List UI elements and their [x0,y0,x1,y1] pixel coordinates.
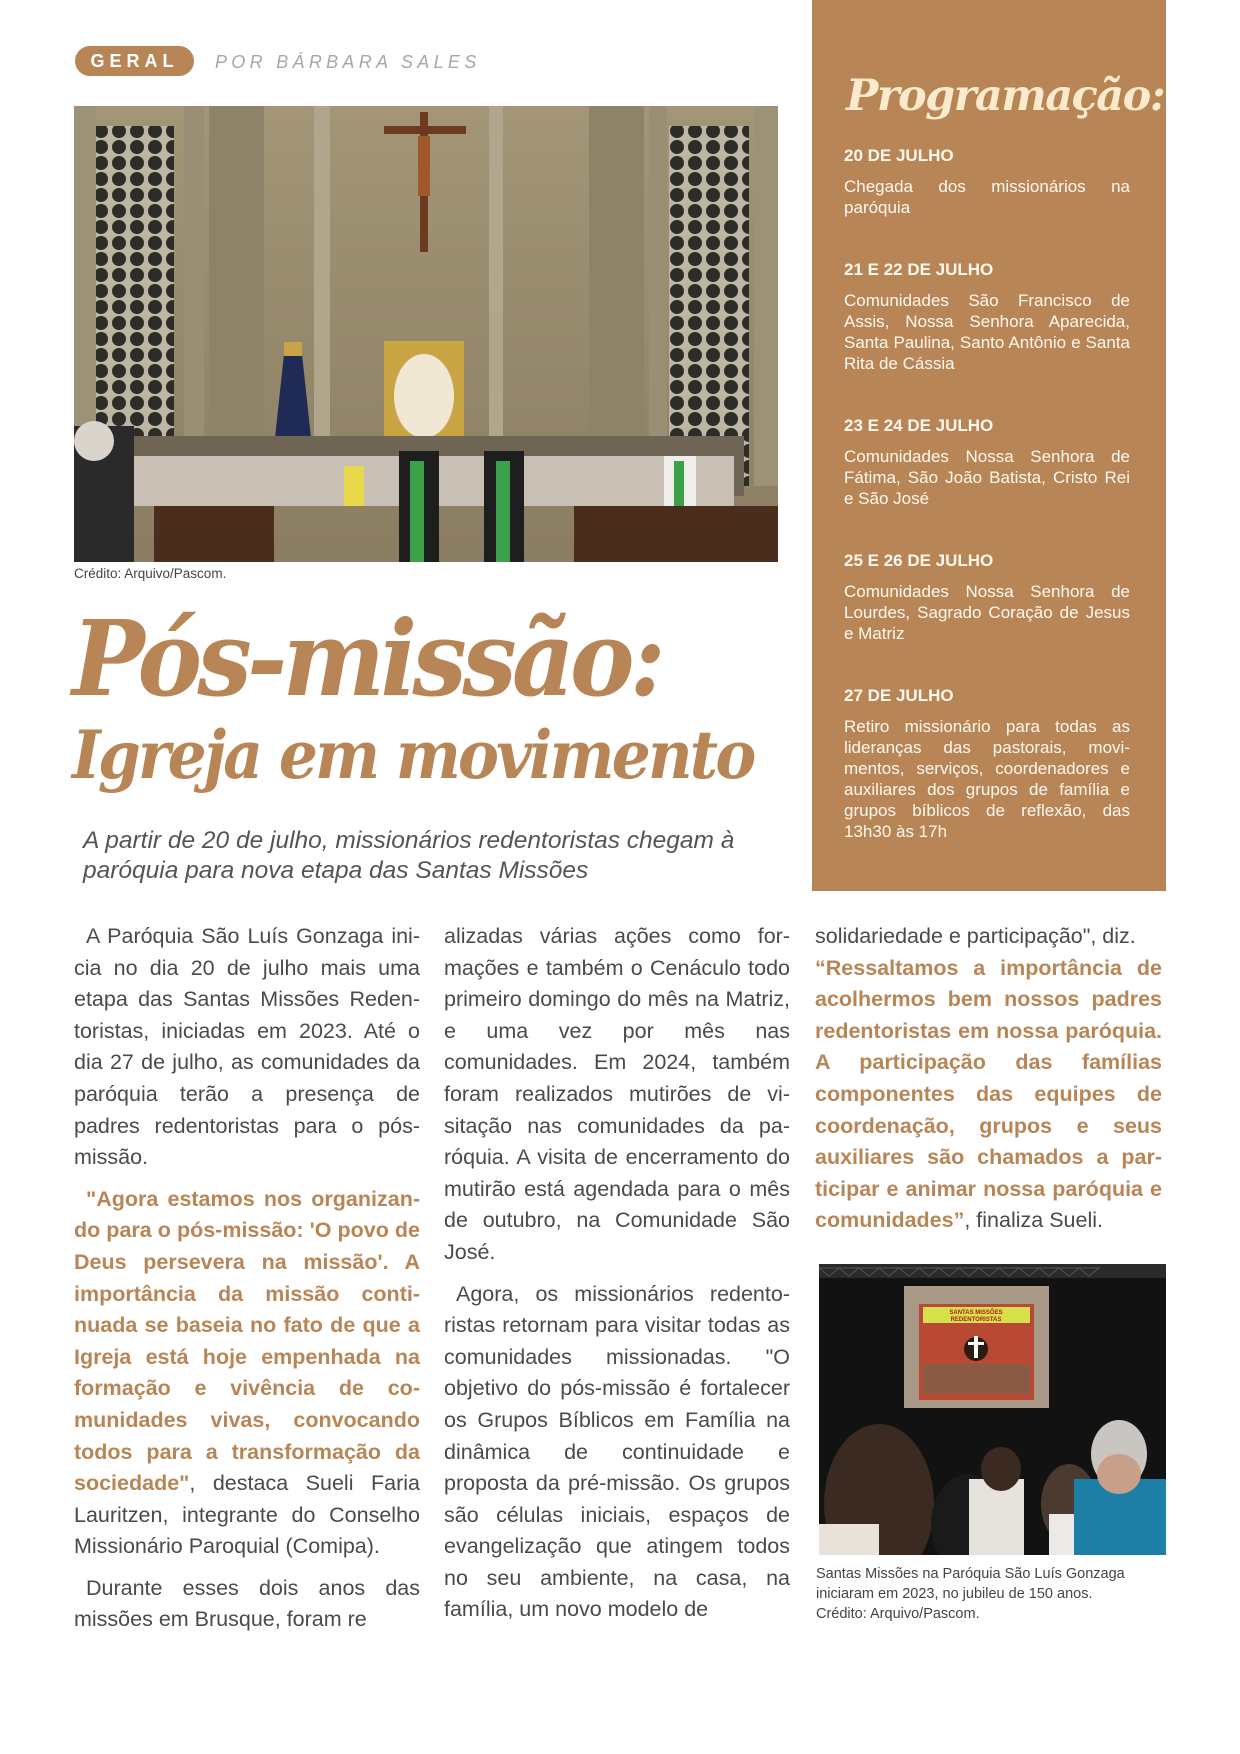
pew-left [154,506,274,562]
paragraph: solidariedade e participação", diz. [815,924,1136,948]
projection-audience-photo [819,1264,1166,1555]
paragraph: A Paróquia São Luís Gonzaga inicia no dia 20 de julho mais uma etapa das Santas Missões Redentoristas, iniciadas em 2023. Até o dia 27 de julho, as comunidades da paróquia terão a presença de padres redentoristas para o pós-missão. [74,924,420,1170]
program-item [844,146,1130,218]
church-group-photo [74,106,778,562]
caption-text: Santas Missões na Paróquia São Luís Gonzaga iniciaram em 2023, no jubileu de 150 anos. [816,1566,1125,1602]
section-tag: GERAL [75,46,194,76]
program-date: 20 DE JULHO [844,146,954,165]
program-item [844,260,1130,374]
programacao-title: Programação: [846,71,1165,121]
program-desc: Retiro missionário para todas as lideranças das pastorais, movimentos, serviços, coordenadores e auxiliares dos grupos de família e grupos bíblicos de reflexão, das 13h30 às 17h [844,717,1130,841]
paragraph-quote [815,953,1162,1237]
programacao-panel [812,0,1166,891]
quote-text: "Agora estamos nos organizando para o pós-missão: 'O povo de Deus persevera na missão'. A importância da missão continuada se baseia no fato de que a Igreja está hoje empenhada na formação e vivência de comunidades vivas, convocando todos para a transformação da sociedade" [74,1186,420,1496]
program-date: 27 DE JULHO [844,686,954,705]
screen-text-line2: REDENTORISTAS [950,1317,1002,1323]
caption-credit: Crédito: Arquivo/Pascom. [816,1606,980,1622]
paragraph: Agora, os missionários redentoristas retornam para visitar todas as comunidades missionadas. "O objetivo do pós-missão é fortalecer os Grupos Bíblicos em Família na dinâmica de continuidade e proposta da pré-missão. Os grupos são células iniciais, espaços de evangelização que atingem todos no seu ambiente, na casa, na família, um novo modelo de [444,1281,790,1622]
article-column-2 [444,921,790,1636]
headline-line2: Igreja em movimento [72,716,754,794]
program-item [844,686,1130,842]
program-desc: Comunidades Nossa Senhora de Lourdes, Sagrado Coração de Jesus e Matriz [844,582,1130,643]
second-photo [819,1264,1166,1555]
screen-text-line1: SANTAS MISSÕES [949,1310,1003,1316]
program-date: 25 E 26 DE JULHO [844,551,994,570]
program-item [844,551,1130,644]
lattice-wall-right [669,126,749,486]
main-photo-credit: Crédito: Arquivo/Pascom. [74,566,227,581]
second-photo-caption [816,1564,1168,1624]
quote-attribution: , destaca Sueli Faria Lauritzen, integrante do Conselho Missionário Paroquial (Comipa). [74,1471,420,1559]
program-item [844,416,1130,509]
program-date: 21 E 22 DE JULHO [844,260,994,279]
program-desc: Comunidades São Francisco de Assis, Nossa Senhora Aparecida, Santa Paulina, Santo Antônio e Santa Rita de Cássia [844,291,1130,373]
truss [819,1264,1166,1278]
paragraph: Durante esses dois anos das missões em Brusque, foram re [74,1575,420,1632]
program-desc: Chegada dos missionários na paróquia [844,177,1130,217]
article-column-1 [74,921,420,1646]
quote-text: “Ressaltamos a importância de acolhermos bem nossos padres redentoristas em nossa paróquia. A participação das famílias componentes das equipes de coordenação, grupos e seus auxiliares são chamados a participar e animar nossa paróquia e comunidades” [815,955,1162,1233]
paragraph: alizadas várias ações como formações e também o Cenáculo todo primeiro domingo do mês na Matriz, e uma vez por mês nas comunidades. Em 2024, também foram realizados mutirões de visitação nas comunidades da paróquia. A visita de encerramento do mutirão está agendada para o mês de outubro, na Comunidade São José. [444,924,790,1264]
paragraph-quote [74,1184,420,1563]
program-date: 23 E 24 DE JULHO [844,416,994,435]
main-photo [74,106,778,562]
program-desc: Comunidades Nossa Senhora de Fátima, São João Batista, Cristo Rei e São José [844,447,1130,508]
pew-right [574,506,778,562]
article-column-3 [815,921,1162,1247]
quote-attribution: , finaliza Sueli. [964,1208,1103,1233]
headline-line1: Pós-missão: [72,597,661,720]
subtitle: A partir de 20 de julho, missionários redentoristas chegam à paróquia para nova etapa das Santas Missões [83,827,735,884]
headline [72,597,805,794]
byline: POR BÁRBARA SALES [215,52,481,72]
